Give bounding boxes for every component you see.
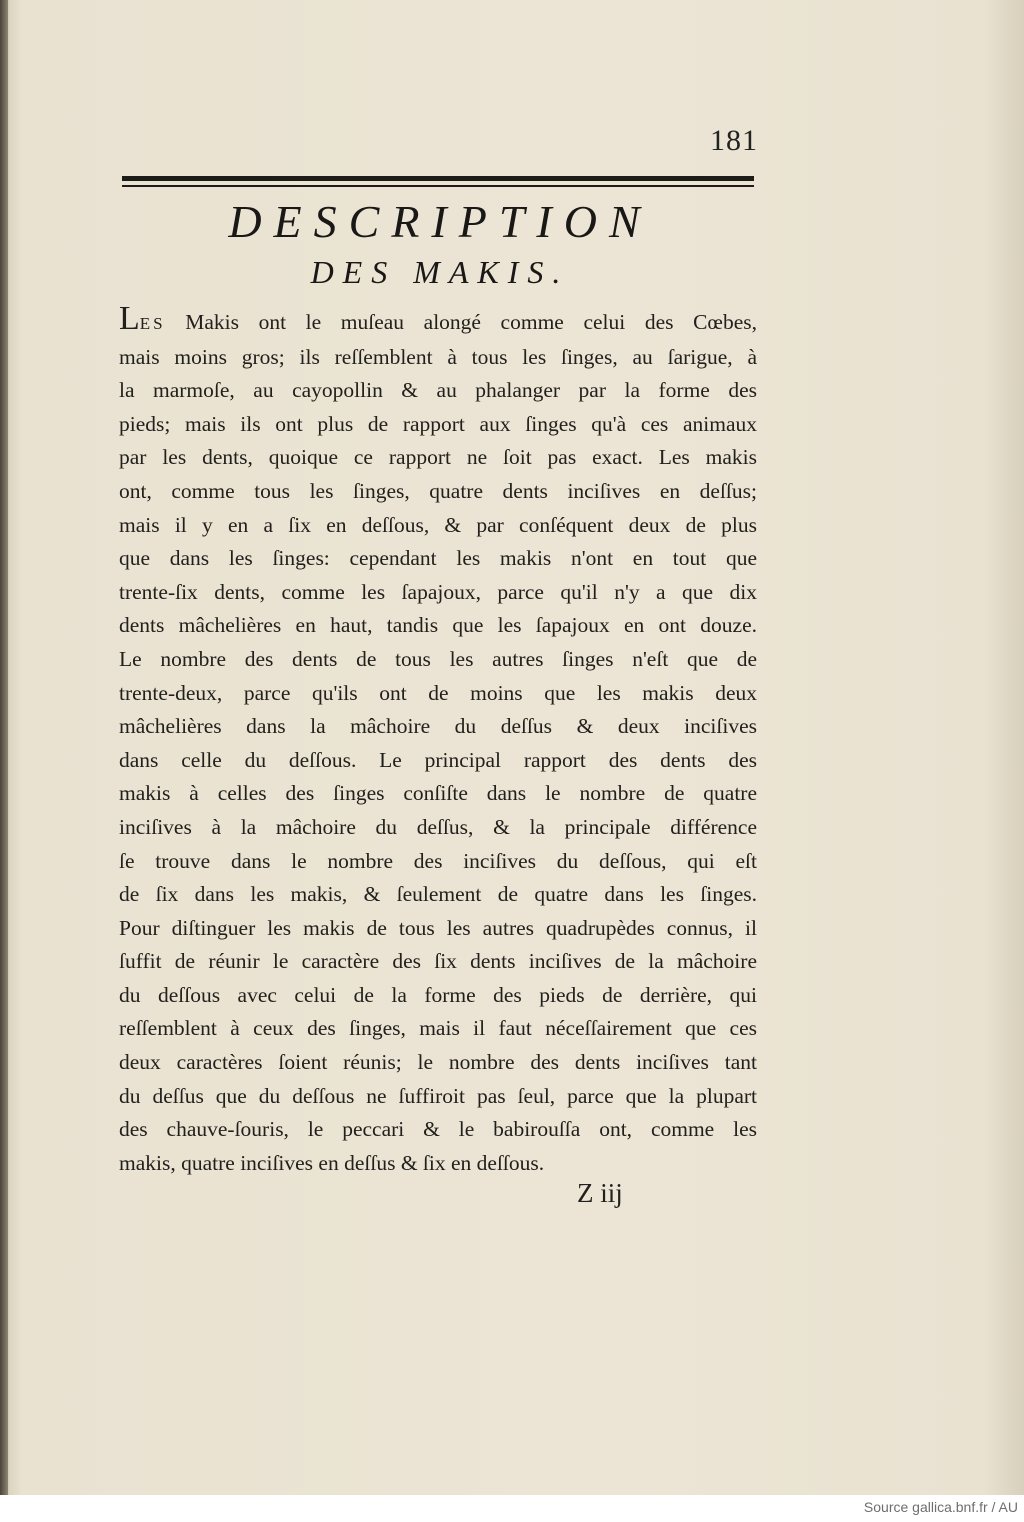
text-line: du deſſous avec celui de la forme des pieds de derrière, qui xyxy=(119,982,757,1007)
text-line: reſſemblent à ceux des ſinges, mais il faut néceſſairement que ces xyxy=(119,1016,757,1041)
text-line-content: Makis ont le muſeau alongé comme celui des Cœbes, xyxy=(165,310,757,334)
source-credit: Source gallica.bnf.fr / AU xyxy=(863,1499,1018,1515)
body-paragraph xyxy=(119,302,757,1180)
header-rule-thin xyxy=(122,185,754,187)
text-line: deux caractères ſoient réunis; le nombre des dents inciſives tant xyxy=(119,1050,757,1075)
text-line: trente-ſix dents, comme les ſapajoux, parce qu'il n'y a que dix xyxy=(119,579,757,604)
text-line: ſuffit de réunir le caractère des ſix dents inciſives de la mâchoire xyxy=(119,949,757,974)
text-line: inciſives à la mâchoire du deſſus, & la principale différence xyxy=(119,814,757,839)
signature-mark: Z iij xyxy=(577,1178,623,1208)
text-line: dents mâchelières en haut, tandis que les ſapajoux en ont douze. xyxy=(119,613,757,638)
footer-bar xyxy=(0,1495,1024,1522)
text-line: makis à celles des ſinges conſiſte dans le nombre de quatre xyxy=(119,781,757,806)
text-line: dans celle du deſſous. Le principal rapport des dents des xyxy=(119,747,757,772)
drop-cap: L xyxy=(119,300,140,337)
text-line: ont, comme tous les ſinges, quatre dents inciſives en deſſus; xyxy=(119,478,757,503)
text-line: de ſix dans les makis, & ſeulement de quatre dans les ſinges. xyxy=(119,882,757,907)
text-line: mais il y en a ſix en deſſous, & par conſéquent deux de plus xyxy=(119,512,757,537)
text-line: mâchelières dans la mâchoire du deſſus & deux inciſives xyxy=(119,714,757,739)
text-line: makis, quatre inciſives en deſſus & ſix en deſſous. xyxy=(119,1150,545,1175)
page-number: 181 xyxy=(710,124,758,157)
chapter-title: DESCRIPTION xyxy=(228,196,652,247)
text-line: trente-deux, parce qu'ils ont de moins que les makis deux xyxy=(119,680,757,705)
text-line: que dans les ſinges: cependant les makis n'ont en tout que xyxy=(119,546,757,571)
text-line: des chauve-ſouris, le peccari & le babirouſſa ont, comme les xyxy=(119,1117,757,1142)
text-line xyxy=(119,302,757,341)
header-rule-thick xyxy=(122,176,754,181)
text-line: du deſſus que du deſſous ne ſuffiroit pas ſeul, parce que la plupart xyxy=(119,1083,757,1108)
page-binding-edge xyxy=(0,0,8,1495)
text-line: pieds; mais ils ont plus de rapport aux ſinges qu'à ces animaux xyxy=(119,411,757,436)
text-line: la marmoſe, au cayopollin & au phalanger par la forme des xyxy=(119,378,757,403)
text-line: Pour diſtinguer les makis de tous les autres quadrupèdes connus, il xyxy=(119,915,757,940)
text-line: mais moins gros; ils reſſemblent à tous les ſinges, au ſarigue, à xyxy=(119,344,757,369)
text-line: par les dents, quoique ce rapport ne ſoit pas exact. Les makis xyxy=(119,445,757,470)
chapter-subtitle: DES MAKIS. xyxy=(310,254,570,290)
text-line: ſe trouve dans le nombre des inciſives du deſſous, qui eſt xyxy=(119,848,757,873)
text-line: Le nombre des dents de tous les autres ſinges n'eſt que de xyxy=(119,646,757,671)
first-word-small-caps: ES xyxy=(139,314,166,333)
